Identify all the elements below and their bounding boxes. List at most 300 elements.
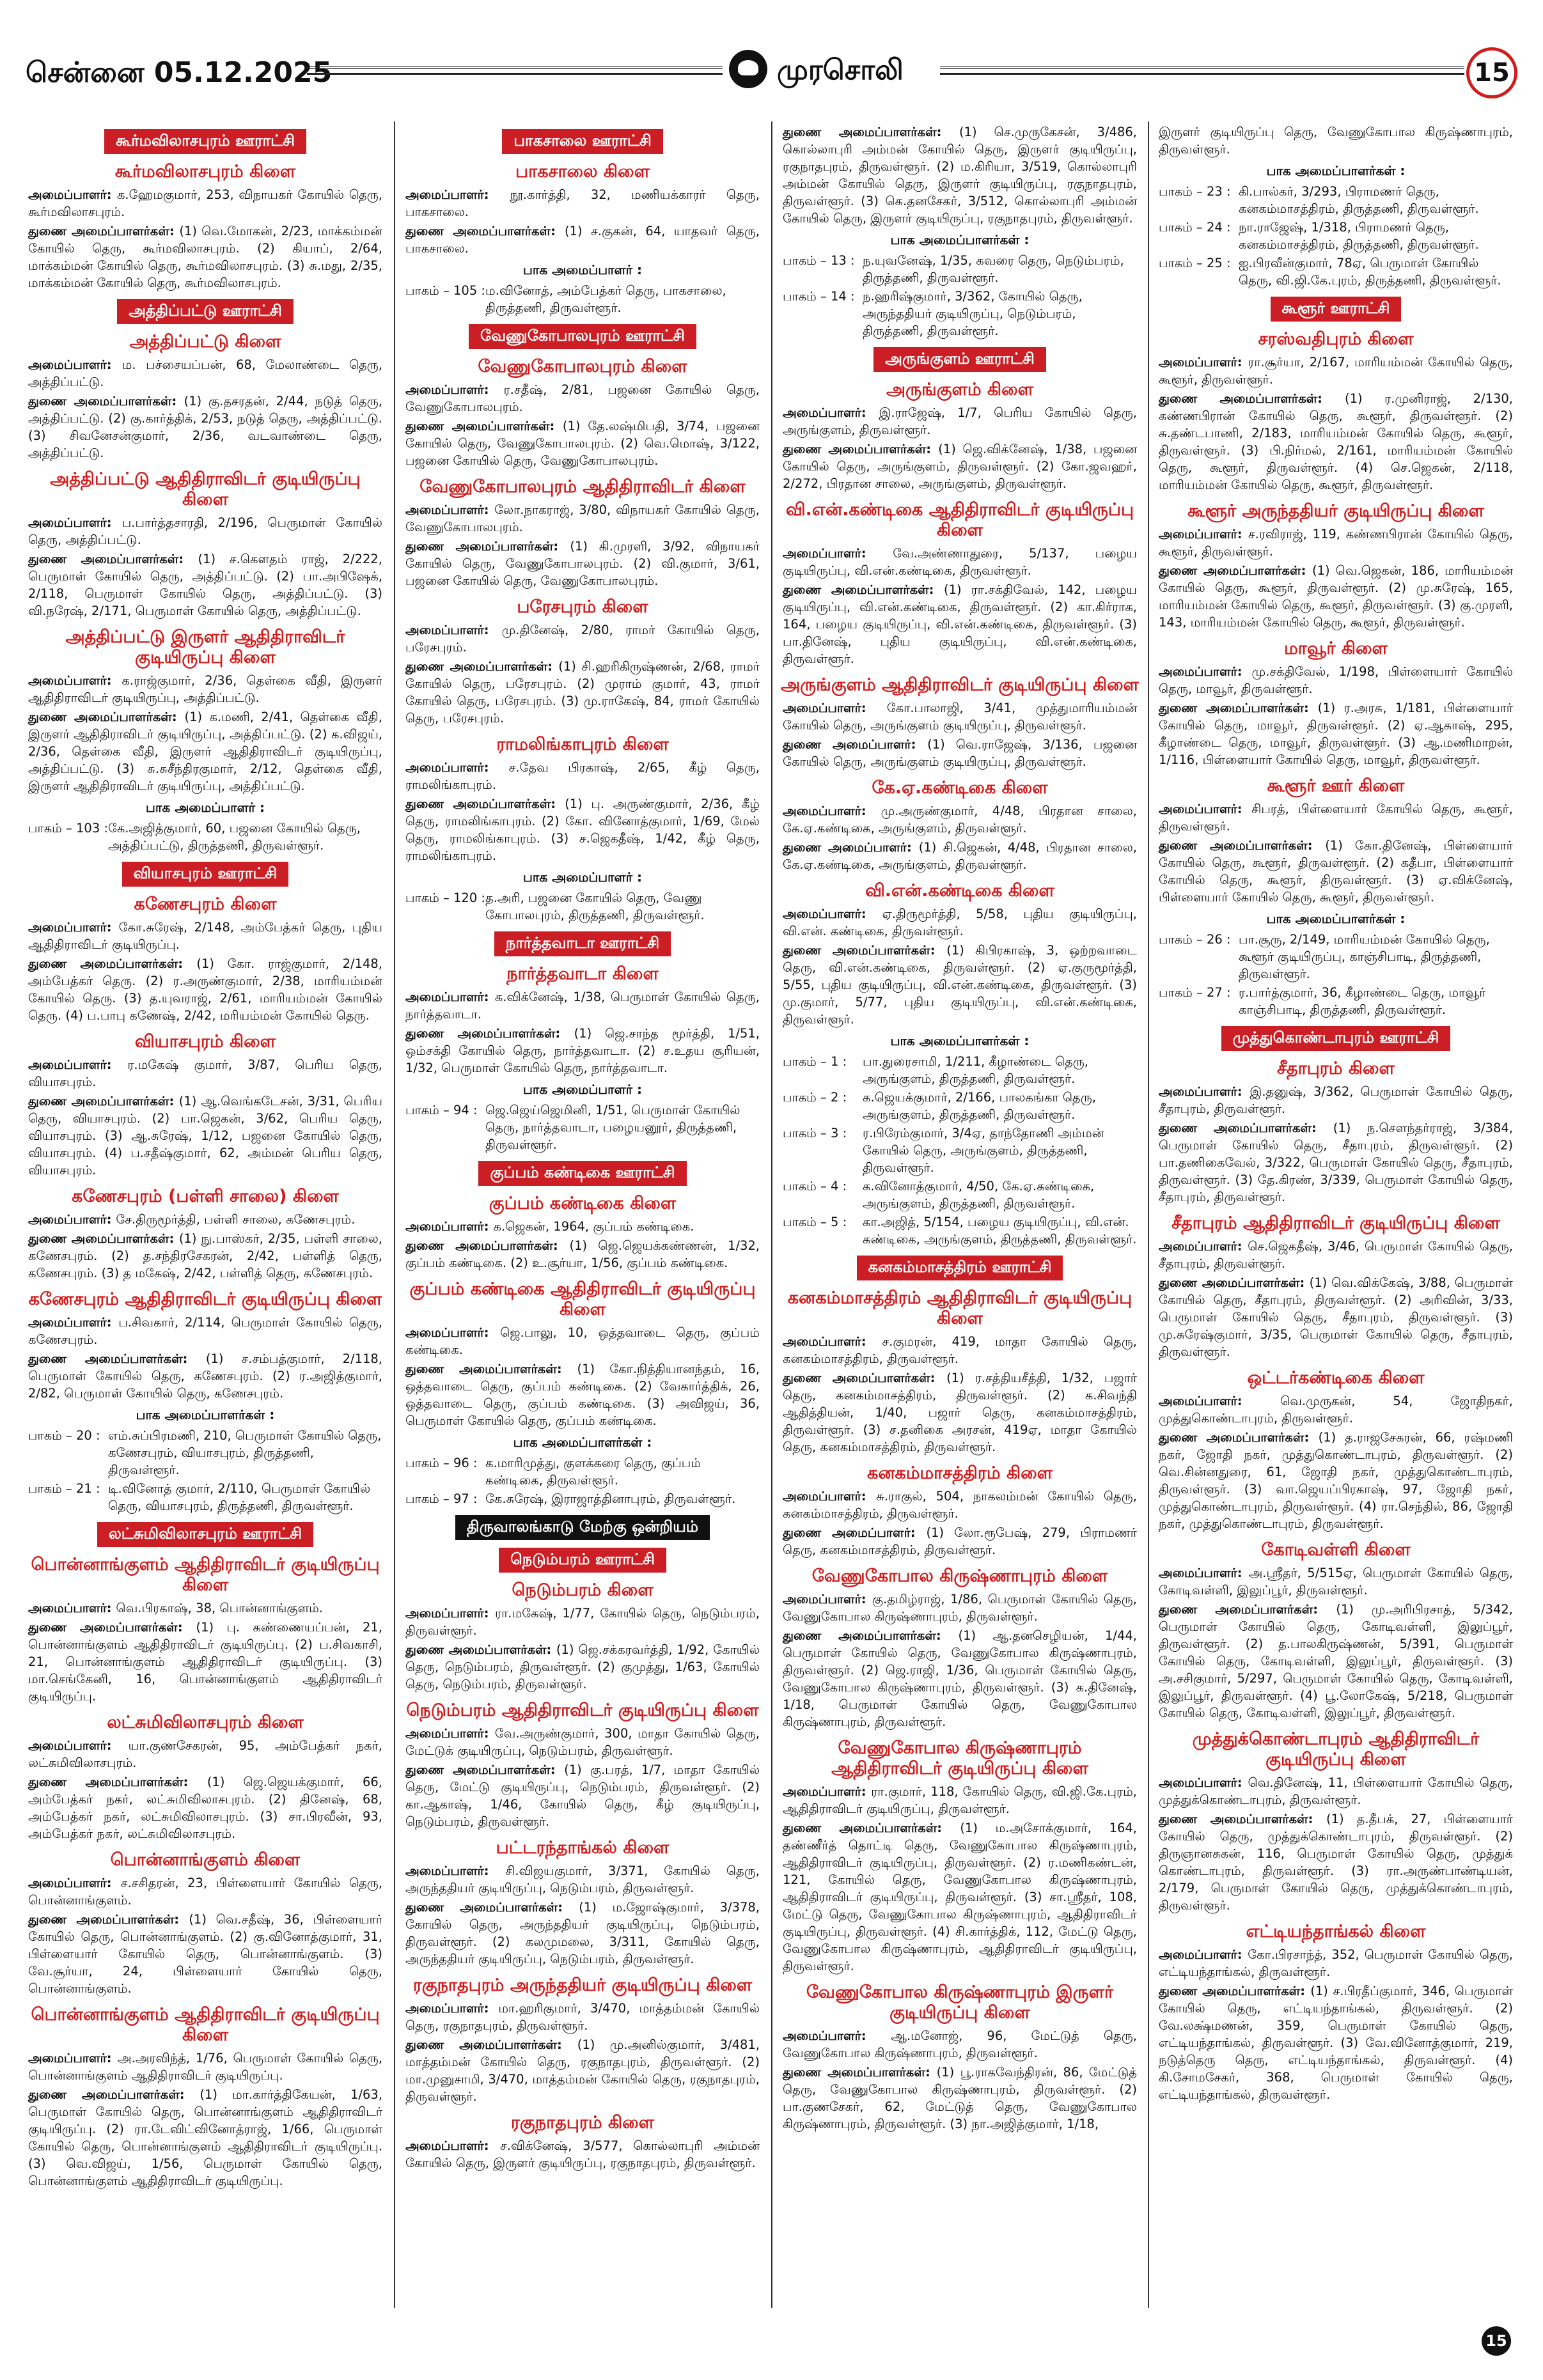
organiser-entry [405, 2000, 760, 2034]
role-label: துணை அமைப்பாளர்கள்: [1159, 1812, 1327, 1826]
ward-number: பாகம் – 94 : [405, 1103, 478, 1117]
role-label: அமைப்பாளர்: [28, 1601, 116, 1615]
role-label: துணை அமைப்பாளர்கள்: [405, 2037, 577, 2052]
role-label: துணை அமைப்பாளர்கள்: [405, 1642, 556, 1657]
role-label: அமைப்பாளர்: [783, 1592, 872, 1606]
organiser-entry [1159, 562, 1513, 631]
masthead [26, 45, 1517, 102]
branch-heading: பட்டரந்தாங்கல் கிளை [496, 1838, 670, 1858]
organiser-details: (1) ர.முனிராஜ், 2/130, கண்ணபிரான் கோயில் தெரு, கூளூர், திருவள்ளூர். (2) சு.தண்டபாணி, 2/183, மாரியம்மன் கோயில் தெரு, கூளூர், திருவள்ளூர். (3) பி.நிர்மல், 2/161, மாரியம்மன் கோயில் தெரு, கூளூர், திருவள்ளூர். (4) செ.ஜெகன், 2/118, மாரியம்மன் கோயில் தெரு, கூளூர், திருவள்ளூர். [1159, 391, 1513, 492]
organiser-details: (1) கு.தசரதன், 2/44, நடுத் தெரு, அத்திப்பட்டு. (2) கு.கார்த்திக், 2/53, நடுத் தெரு, அத்திப்பட்டு. (3) சிவனேசன்குமார், 2/36, வடவாண்டை தெரு, அத்திப்பட்டு. [28, 394, 383, 460]
organiser-entry [28, 1056, 382, 1091]
branch-heading: ரகுநாதபுரம் அருந்ததியர் குடியிருப்பு கிளை [412, 1975, 753, 1995]
role-label: அமைப்பாளர்: [405, 2138, 500, 2153]
ward-organisers-heading: பாக அமைப்பாளர்கள் : [513, 1435, 652, 1450]
organiser-entry [783, 2027, 1137, 2062]
organiser-entry [783, 1524, 1137, 1559]
organiser-entry [783, 2064, 1137, 2133]
organiser-details: ர.மகேஷ் குமார், 3/87, பெரிய தெரு, வியாசபுரம். [28, 1057, 382, 1089]
organiser-entry [405, 2036, 760, 2105]
organiser-entry [783, 1333, 1137, 1367]
organiser-details: இருளர் குடியிருப்பு தெரு, வேணுகோபால கிருஷ்ணாபுரம், திருவள்ளூர். [1159, 125, 1513, 157]
column-divider [1148, 121, 1149, 2308]
organiser-details: (1) த.தீபக், 27, பிள்ளையார் கோயில் தெரு, முத்துக்கொண்டாபுரம், திருவள்ளூர். (2) திருஞானசுகன், 116, பெருமாள் கோயில் தெரு, முத்துக் கொண்டாபுரம், திருவள்ளூர். (3) ரா.அருண்பாண்டியன், 2/179, பெருமாள் கோயில் தெரு, முத்துக்கொண்டாபுரம், திருவள்ளூர். [1159, 1812, 1513, 1913]
organiser-details: சிபரத், பிள்ளையார் கோயில் தெரு, கூளூர், திருவள்ளூர். [1159, 802, 1513, 834]
role-label: துணை அமைப்பாளர்கள்: [28, 2087, 200, 2102]
organiser-details: ப.பார்த்தசாரதி, 2/196, பெருமாள் கோயில் தெரு, அத்திப்பட்டு. [28, 515, 382, 547]
branch-heading: கணேசபுரம் கிளை [134, 894, 277, 914]
branch-heading: குப்பம் கண்டிகை கிளை [489, 1194, 677, 1213]
branch-heading: வியாசபுரம் கிளை [134, 1032, 276, 1052]
organiser-details: (1) தே.லஷ்மிபதி, 3/74, பஜனை கோயில் தெரு, வேணுகோபாலபுரம். (2) வெ.மொஷ், 3/122, பஜனை கோயில் தெரு, வேணுகோபாலபுரம். [405, 419, 760, 468]
organiser-entry [783, 440, 1137, 492]
organiser-details: (1) மு.அரிபிரசாத், 5/342, பெருமாள் கோயில் தெரு, கோடிவள்ளி, இலுப்பூர், திருவள்ளூர். (2) த.பாலகிருஷ்ணன், 5/391, பெருமாள் கோயில் தெரு, கோடிவள்ளி, இலுப்பூர், திருவள்ளூர். (3) அ.சசிகுமார், 5/297, பெருமாள் கோயில் தெரு, கோடிவள்ளி, இலுப்பூர், திருவள்ளூர். (4) பூ.லோகேஷ், 5/218, பெருமாள் கோயில் தெரு, கோடிவள்ளி, இலுப்பூர், திருவள்ளூர். [1159, 1602, 1513, 1720]
organiser-entry [1159, 800, 1513, 835]
organiser-details: ர.சதீஷ், 2/81, பஜனை கோயில் தெரு, வேணுகோபாலபுரம். [405, 382, 760, 414]
ward-organiser-entry [783, 288, 1137, 339]
organiser-details: (1) வெ.ராஜேஷ், 3/136, பஜனை கோயில் தெரு, அருங்குளம் குடியிருப்பு, திருவள்ளூர். [783, 737, 1137, 769]
branch-heading: ராமலிங்காபுரம் கிளை [496, 735, 669, 754]
organiser-entry [783, 1369, 1137, 1456]
organiser-entry [1159, 354, 1513, 388]
role-label: துணை அமைப்பாளர்கள்: [28, 1620, 196, 1635]
ward-number: பாகம் – 1 : [783, 1054, 847, 1069]
ward-organiser-entry [405, 889, 760, 924]
branch-heading: கூர்மவிலாசபுரம் கிளை [114, 162, 296, 182]
organiser-details: (1) கு.பரத், 1/7, மாதா கோயில் தெரு, மேட்டு குடியிருப்பு, நெடும்பரம், திருவள்ளூர். (2) கா.ஆகாஷ், 1/46, கோயில் தெரு, கீழ் குடியிருப்பு, நெடும்பரம், திருவள்ளூர். [405, 1762, 760, 1829]
role-label: துணை அமைப்பாளர்கள்: [405, 1762, 565, 1777]
organiser-entry [28, 1773, 382, 1842]
organiser-entry [783, 736, 1137, 770]
branch-heading: லட்சுமிவிலாசபுரம் கிளை [107, 1713, 304, 1732]
organiser-entry [28, 2049, 382, 2084]
organiser-entry [1159, 525, 1513, 560]
organiser-details: (1) மா.கார்த்திகேயன், 1/63, பெருமாள் கோயில் தெரு, பொன்னாங்குளம் ஆதிதிராவிடர் குடியிருப்பு. (2) ரா.டேவிட்வினோத்ராஜ், 1/66, பெருமாள் கோயில் தெரு, பொன்னாங்குளம் ஆதிதிராவிடர் குடியிருப்பு. (3) வெ.விஜய், 1/56, பெருமாள் கோயில் தெரு, பொன்னாங்குளம் ஆதிதிராவிடர் குடியிருப்பு. [28, 2087, 382, 2188]
ward-organiser-entry [405, 282, 760, 316]
organiser-details: ஆ.மனோஜ், 96, மேட்டுத் தெரு, வேணுகோபால கிருஷ்ணாபுரம், திருவள்ளூர். [783, 2028, 1137, 2060]
organiser-details: (1) பூ.ராகவேந்திரன், 86, மேட்டுத் தெரு, வேணுகோபால கிருஷ்ணாபுரம், திருவள்ளூர். (2) பா.குணசேகர், 62, மேட்டுத் தெரு, வேணுகோபால கிருஷ்ணாபுரம், திருவள்ளூர். (3) நா.அஜித்குமார், 1/18, [783, 2065, 1137, 2131]
organiser-details: க.ஹேமகுமார், 253, விநாயகர் கோயில் தெரு, கூர்மவிலாசபுரம். [28, 187, 382, 219]
ward-organiser-details: ர.பிரேம்குமார், 3/4ஏ, தாந்தோணி அம்மன் கோயில் தெரு, அருங்குளம், திருத்தணி, திருவள்ளூர். [863, 1126, 1104, 1175]
role-label: அமைப்பாளர்: [1159, 1775, 1248, 1790]
ward-organiser-entry [1159, 219, 1513, 253]
role-label: அமைப்பாளர்: [28, 2051, 118, 2065]
role-label: துணை அமைப்பாளர்கள்: [405, 224, 565, 238]
organiser-entry [1159, 1774, 1513, 1808]
organiser-details: (1) த.ராஜசேகரன், 66, ரஷ்மணி நகர், ஜோதி நகர், முத்துகொண்டாபுரம், திருவள்ளூர். (2) வெ.சின்னதுரை, 61, ஜோதி நகர், முத்துகொண்டாபுரம், திருவள்ளூர். (3) வா.ஜெயப்பிரகாஷ், 97, ஜோதி நகர், முத்துகொண்டாபுரம், திருவள்ளூர். (4) ரா.செந்தில், 86, ஜோதி நகர், முத்துகொண்டாபுரம், திருவள்ளூர். [1159, 1430, 1513, 1531]
branch-heading: அத்திப்பட்டு கிளை [129, 332, 281, 352]
organiser-details: (1) வெ.ஜெகன், 186, மாரியம்மன் கோயில் தெரு, கூளூர், திருவள்ளூர். (2) மு.சுரேஷ், 165, மாரியம்மன் கோயில் தெரு, கூளூர், திருவள்ளூர். (3) கு.முரளி, 143, மாரியம்மன் கோயில் தெரு, கூளூர், திருவள்ளூர். [1159, 563, 1513, 630]
ward-organiser-details: ர.பார்த்குமார், 36, கீழாண்டை தெரு, மாவூர் காஞ்சிபாடி, திருத்தணி, திருவள்ளூர். [1239, 985, 1486, 1017]
role-label: துணை அமைப்பாளர்கள்: [405, 1026, 574, 1041]
organiser-details: (1) பு. அருண்குமார், 2/36, கீழ் தெரு, ராமலிங்காபுரம். (2) கோ. வினோத்குமார், 1/69, மேல் தெரு, ராமலிங்காபுரம். (3) ச.ஜெகதீஷ், 1/42, கீழ் தெரு, ராமலிங்காபுரம். [405, 797, 760, 863]
role-label: துணை அமைப்பாளர்கள்: [28, 1775, 207, 1789]
role-label: அமைப்பாளர்: [1159, 1239, 1248, 1254]
organiser-entry [28, 222, 382, 292]
organiser-details: சி.விஜயகுமார், 3/371, கோயில் தெரு, அருந்ததியர் குடியிருப்பு, நெடும்பரம், திருவள்ளூர். [405, 1863, 760, 1895]
organiser-entry [405, 2137, 760, 2172]
organiser-entry [1159, 1601, 1513, 1722]
organiser-entry [1159, 1982, 1513, 2103]
role-label: அமைப்பாளர்: [405, 1863, 506, 1878]
role-label: அமைப்பாளர்: [1159, 1566, 1249, 1580]
branch-heading: சரஸ்வதிபுரம் கிளை [1258, 329, 1414, 349]
organiser-details: (1) சி.ஜெகன், 4/48, பிரதான சாலை, கே.ஏ.கண்டிகை, அருங்குளம், திருவள்ளூர். [783, 840, 1137, 872]
ward-number: பாகம் – 21 : [28, 1481, 100, 1496]
branch-heading: கணேசபுரம் ஆதிதிராவிடர் குடியிருப்பு கிளை [28, 1289, 382, 1309]
role-label: அமைப்பாளர்: [783, 906, 882, 921]
branch-heading: வேணுகோபால கிருஷ்ணாபுரம் கிளை [811, 1566, 1108, 1586]
organiser-details: ம. பச்சையப்பன், 68, மேலாண்டை தெரு, அத்திப்பட்டு. [28, 357, 382, 389]
organiser-entry [1159, 1429, 1513, 1532]
organiser-entry [28, 1314, 382, 1348]
role-label: அமைப்பாளர்: [28, 187, 117, 202]
organiser-entry [28, 672, 382, 706]
role-label: துணை அமைப்பாளர்கள்: [783, 582, 944, 597]
organiser-details: கோ.பாலாஜி, 3/41, முத்துமாரியம்மன் கோயில் தெரு, அருங்குளம் குடியிருப்பு, திருவள்ளூர். [783, 701, 1137, 733]
organiser-details: (1) ஆ.தனசெழியன், 1/44, பெருமாள் கோயில் தெரு, வேணுகோபால கிருஷ்ணாபுரம், திருவள்ளூர். (2) ஜெ.ராஜி, 1/36, பெருமாள் கோயில் தெரு, வேணுகோபால கிருஷ்ணாபுரம், திருவள்ளூர். (3) க.தினேஷ், 1/18, பெருமாள் கோயில் தெரு, வேணுகோபால கிருஷ்ணாபுரம், திருவள்ளூர். [783, 1628, 1137, 1729]
organiser-entry [28, 1350, 382, 1402]
organiser-entry [783, 699, 1137, 734]
organiser-details: (1) ச.சம்பத்குமார், 2/118, பெருமாள் கோயில் தெரு, கணேசபுரம். (2) ர.அஜித்குமார், 2/82, பெருமாள் கோயில் தெரு, கணேசபுரம். [28, 1351, 382, 1401]
ward-organiser-entry [405, 1490, 760, 1507]
ward-number: பாகம் – 4 : [783, 1179, 847, 1194]
organiser-entry [1159, 1238, 1513, 1272]
role-label: அமைப்பாளர்: [28, 1057, 128, 1072]
column-divider [771, 121, 772, 2308]
ward-organiser-details: க.வினோத்குமார், 4/50, கே.ஏ.கண்டிகை, அருங்குளம், திருத்தணி, திருவள்ளூர். [863, 1179, 1095, 1211]
ward-number: பாகம் – 26 : [1159, 932, 1231, 947]
organiser-entry [405, 222, 760, 257]
edition-date: சென்னை 05.12.2025 [26, 56, 333, 89]
organiser-details: வெ.முருகன், 54, ஜோதிநகர், முத்துகொண்டாபுரம், திருவள்ளூர். [1159, 1394, 1513, 1426]
organiser-details: (1) நு.பாஸ்கர், 2/35, பள்ளி சாலை, கணேசபுரம். (2) த.சந்திரசேகரன், 2/42, பள்ளித் தெரு, கணேசபுரம். (3) த மகேஷ், 2/42, பள்ளித் தெரு, கணேசபுரம். [28, 1231, 382, 1280]
role-label: அமைப்பாளர்: [783, 405, 879, 420]
organiser-entry [1159, 1392, 1513, 1427]
organiser-details: ச.விக்னேஷ், 3/577, கொல்லாபுரி அம்மன் கோயில் தெரு, இருளர் குடியிருப்பு, ரகுநாதபுரம், திருவள்ளூர். [405, 2138, 760, 2170]
organiser-entry [405, 538, 760, 589]
role-label: துணை அமைப்பாளர்கள்: [28, 394, 184, 408]
column-3 [780, 121, 1140, 2308]
organiser-entry [783, 1819, 1137, 1975]
footer-page-number: 15 [1482, 2326, 1511, 2356]
role-label: அமைப்பாளர்: [405, 1219, 494, 1234]
branch-heading: கே.ஏ.கண்டிகை கிளை [872, 778, 1048, 798]
organiser-entry [405, 988, 760, 1023]
organiser-entry [28, 919, 382, 953]
organiser-entry [405, 501, 760, 536]
organiser-details: செ.ஜெகதீஷ், 3/46, பெருமாள் கோயில் தெரு, சீதாபுரம், திருவள்ளூர். [1159, 1239, 1513, 1271]
organiser-details: யா.குணசேகரன், 95, அம்பேத்கர் நகர், லட்சுமிவிலாசபுரம். [28, 1738, 382, 1770]
organiser-details: ப.சிவகார், 2/114, பெருமாள் கோயில் தெரு, கணேசபுரம். [28, 1315, 382, 1347]
newspaper-name: முரசொலி [777, 54, 904, 86]
ward-organiser-entry [783, 1053, 1137, 1087]
organiser-details: அ.ஸ்ரீதர், 5/515ஏ, பெருமாள் கோயில் தெரு, கோடிவள்ளி, இலுப்பூர், திருவள்ளூர். [1159, 1566, 1513, 1598]
organiser-details: மு.அருண்குமார், 4/48, பிரதான சாலை, கே.ஏ.கண்டிகை, அருங்குளம், திருவள்ளூர். [783, 804, 1137, 836]
role-label: அமைப்பாளர்: [783, 546, 893, 561]
organiser-entry [405, 1725, 760, 1759]
ward-organiser-entry [1159, 254, 1513, 289]
organiser-details: வெ.தினேஷ், 11, பிள்ளையார் கோயில் தெரு, முத்துக்கொண்டாபுரம், திருவள்ளூர். [1159, 1775, 1513, 1807]
ward-organiser-details: க.ஜெயக்குமார், 2/166, பாலகங்கா தெரு, அருங்குளம், திருத்தணி, திருவள்ளூர். [863, 1090, 1097, 1122]
organiser-details: (1) ம.ஜோஷ்குமார், 3/378, கோயில் தெரு, அருந்ததியர் குடியிருப்பு, நெடும்பரம், திருவள்ளூர். (2) கலமுமலை, 3/311, கோயில் தெரு, அருந்ததியர் குடியிருப்பு, நெடும்பரம், திருவள்ளூர். [405, 1900, 760, 1966]
organiser-details: (1) க.மணி, 2/41, தெள்கை வீதி, இருளர் ஆதிதிராவிடர் குடியிருப்பு, அத்திப்பட்டு. (2) க.விஜய், 2/36, தெள்கை வீதி, இருளர் ஆதிதிராவிடர் குடியிருப்பு, அத்திப்பட்டு. (3) சு.சுசீந்திரகுமார், 2/12, தெள்கை வீதி, இருளர் ஆதிதிராவிடர் குடியிருப்பு, அத்திப்பட்டு. [28, 710, 382, 793]
organiser-details: (1) பு. கண்ணையப்பன், 21, பொன்னாங்குளம் ஆதிதிராவிடர் குடியிருப்பு. (2) ப.சிவகாசி, 21, பொன்னாங்குளம் ஆதிதிராவிடர் குடியிருப்பு. (3) மா.செங்கேனி, 16, பொன்னாங்குளம் ஆதிதிராவிடர் குடியிருப்பு. [28, 1620, 383, 1704]
role-label: துணை அமைப்பாளர்கள்: [28, 710, 185, 724]
organiser-entry [783, 545, 1137, 579]
organiser-entry [405, 795, 760, 864]
role-label: துணை அமைப்பாளர்கள்: [783, 125, 959, 139]
organiser-details: இ.ராஜேஷ், 1/7, பெரிய கோயில் தெரு, அருங்குளம், திருவள்ளூர். [783, 405, 1137, 437]
role-label: துணை அமைப்பாளர்கள்: [1159, 391, 1345, 406]
organiser-entry [405, 621, 760, 656]
organiser-details: (1) கி.முரளி, 3/92, விநாயகர் கோயில் தெரு, வேணுகோபாலபுரம். (2) வி.குமார், 3/61, பஜனை கோயில் தெரு, வேணுகோபாலபுரம். [405, 539, 760, 588]
ward-number: பாகம் – 23 : [1159, 184, 1231, 199]
role-label: துணை அமைப்பாளர்கள்: [405, 1238, 570, 1253]
organiser-entry [405, 417, 760, 469]
ward-organiser-entry [1159, 931, 1513, 983]
role-label: அமைப்பாளர்: [1159, 1084, 1250, 1099]
organiser-details: க.விக்னேஷ், 1/38, பெருமாள் கோயில் தெரு, நார்த்தவாடா. [405, 990, 760, 1022]
organiser-details: ரா.சூர்யா, 2/167, மாரியம்மன் கோயில் தெரு, கூளூர், திருவள்ளூர். [1159, 355, 1513, 387]
organiser-entry [28, 1093, 382, 1179]
branch-heading: பரேசபுரம் கிளை [517, 597, 648, 617]
ward-organiser-details: க.மாரிமுத்து, குளக்கரை தெரு, குப்பம் கண்டிகை, திருவள்ளூர். [485, 1456, 701, 1488]
branch-heading: நார்த்தவாடா கிளை [506, 964, 659, 984]
organiser-details: (1) ந.சௌந்தர்ராஜ், 3/384, பெருமாள் கோயில் தெரு, சீதாபுரம், திருவள்ளூர். (2) பா.தணிகைவேல், 3/322, பெருமாள் கோயில் தெரு, சீதாபுரம், திருவள்ளூர். (3) தே.கிரண், 3/339, பெருமாள் கோயில் தெரு, சீதாபுரம், திருவள்ளூர். [1159, 1121, 1513, 1204]
ward-organiser-entry [405, 1454, 760, 1489]
role-label: துணை அமைப்பாளர்கள்: [405, 1362, 577, 1376]
branch-heading: வேணுகோபால கிருஷ்ணாபுரம் ஆதிதிராவிடர் குடியிருப்பு கிளை [831, 1738, 1088, 1778]
role-label: அமைப்பாளர்: [405, 990, 495, 1004]
organiser-details: (1) கோ.நித்தியானந்தம், 16, ஒத்தவாடை தெரு, குப்பம் கண்டிகை. (2) வேகார்த்திக், 26, ஒத்தவாடை தெரு, குப்பம் கண்டிகை. (3) அவிஜய், 36, பெருமாள் கோயில் தெரு, குப்பம் கண்டிகை. [405, 1362, 760, 1428]
branch-heading: வேணுகோபாலபுரம் கிளை [478, 357, 687, 377]
organiser-details: சே.திருமூர்த்தி, பள்ளி சாலை, கணேசபுரம். [116, 1212, 356, 1227]
organiser-details: (1) வெ.மோகன், 2/23, மாக்கம்மன் கோயில் தெரு, கூர்மவிலாசபுரம். (2) கியாப், 2/64, மாக்கம்மன் கோயில் தெரு, கூர்மவிலாசபுரம். (3) சு.மது, 2/35, மாக்கம்மன் கோயில் தெரு, கூர்மவிலாசபுரம். [28, 224, 382, 290]
organiser-entry [783, 1783, 1137, 1817]
organiser-entry [1159, 837, 1513, 906]
organiser-entry [405, 759, 760, 793]
role-label: துணை அமைப்பாளர்கள்: [783, 943, 947, 958]
role-label: அமைப்பாளர்: [28, 1738, 129, 1753]
branch-heading: மாவூர் கிளை [1284, 639, 1388, 658]
role-label: அமைப்பாளர்: [1159, 1947, 1248, 1962]
organiser-details: ரா.குமார், 118, கோயில் தெரு, வி.ஜி.கே.புரம், ஆதிதிராவிடர் குடியிருப்பு, திருவள்ளூர். [783, 1784, 1137, 1816]
role-label: துணை அமைப்பாளர்கள்: [405, 1900, 579, 1915]
ward-organiser-details: பா.சூரு, 2/149, மாரியம்மன் கோயில் தெரு, கூளூர் குடியிருப்பு, காஞ்சிபாடி, திருத்தணி, திருவள்ளூர். [1239, 932, 1490, 981]
organiser-details: (1) ஜெ.சாந்த மூர்த்தி, 1/51, ஒம்சக்தி கோயில் தெரு, நார்த்தவாடா. (2) ச.உதய சூரியன், 1/32, பெருமாள் கோயில் தெரு, நார்த்தவாடா. [405, 1026, 760, 1075]
branch-heading: பொன்னாங்குளம் ஆதிதிராவிடர் குடியிருப்பு கிளை [31, 2005, 380, 2045]
role-label: துணை அமைப்பாளர்கள்: [405, 797, 565, 811]
ward-number: பாகம் – 3 : [783, 1126, 847, 1140]
organiser-entry [28, 1230, 382, 1282]
role-label: அமைப்பாளர்: [405, 760, 509, 775]
organiser-entry [405, 1641, 760, 1693]
ward-number: பாகம் – 97 : [405, 1491, 478, 1506]
organiser-entry [1159, 1564, 1513, 1599]
branch-heading: முத்துக்கொண்டாபுரம் ஆதிதிராவிடர் குடியிருப்பு கிளை [1192, 1729, 1480, 1769]
branch-heading: பொன்னாங்குளம் கிளை [110, 1850, 301, 1870]
panchayat-heading: கனகம்மாசத்திரம் ஊராட்சி [857, 1256, 1063, 1280]
branch-heading: ரகுநாதபுரம் கிளை [510, 2113, 654, 2133]
role-label: துணை அமைப்பாளர்கள்: [1159, 1275, 1310, 1290]
organiser-details: மா.ஹரிகுமார், 3/470, மாத்தம்மன் கோயில் தெரு, ரகுநாதபுரம், திருவள்ளூர். [405, 2001, 760, 2033]
ward-organiser-entry [783, 1213, 1137, 1248]
organiser-details: (1) ஜெ.விக்னேஷ், 1/38, பஜனை கோயில் தெரு, அருங்குளம், திருவள்ளூர். (2) கோ.ஜவஹர், 2/272, பிரதான சாலை, அருங்குளம், திருவள்ளூர். [783, 442, 1137, 491]
ward-organiser-details: எம்.சுப்பிரமணி, 210, பெருமாள் கோயில் தெரு, கணேசபுரம், வியாசபுரம், திருத்தணி, திருவள்ளூர். [108, 1428, 382, 1477]
organiser-entry [1159, 1946, 1513, 1980]
ward-organiser-details: ம.வினோத், அம்பேத்கர் தெரு, பாகசாலை, திருத்தணி, திருவள்ளூர். [485, 283, 726, 315]
organiser-entry [405, 1862, 760, 1897]
role-label: துணை அமைப்பாளர்கள்: [1159, 838, 1326, 853]
organiser-details: சு.ராகுல், 504, நாகலம்மன் கோயில் தெரு, கனகம்மாசத்திரம், திருவள்ளூர். [783, 1489, 1137, 1521]
role-label: துணை அமைப்பாளர்: [783, 1525, 927, 1540]
organiser-details: வே.அருண்குமார், 300, மாதா கோயில் தெரு, மேட்டுக் குடியிருப்பு, நெடும்பரம், திருவள்ளூர். [405, 1726, 760, 1758]
branch-heading: ஒட்டர்கண்டிகை கிளை [1247, 1368, 1425, 1388]
columns-area [26, 121, 1516, 2308]
ward-number: பாகம் – 96 : [405, 1456, 478, 1470]
ward-organiser-details: கே.அஜித்குமார், 60, பஜனை கோயில் தெரு, அத்திப்பட்டு, திருத்தணி, திருவள்ளூர். [108, 821, 361, 853]
panchayat-heading: கூளூர் ஊராட்சி [1271, 297, 1402, 322]
ward-organisers-heading: பாக அமைப்பாளர்கள் : [890, 232, 1030, 247]
role-label: துணை அமைப்பாளர்கள்: [1159, 1602, 1336, 1617]
role-label: துணை அமைப்பாளர்: [783, 840, 919, 855]
role-label: துணை அமைப்பாளர்கள்: [28, 956, 197, 971]
organiser-entry [783, 839, 1137, 873]
role-label: துணை அமைப்பாளர்கள்: [783, 1628, 959, 1643]
ward-organisers-heading: பாக அமைப்பாளர் : [522, 1082, 642, 1097]
organiser-entry [28, 955, 382, 1024]
organiser-entry [783, 942, 1137, 1028]
role-label: அமைப்பாளர்: [28, 1212, 116, 1227]
branch-heading: அருங்குளம் ஆதிதிராவிடர் குடியிருப்பு கிளை [781, 675, 1139, 695]
role-label: அமைப்பாளர்: [405, 1606, 496, 1621]
organiser-entry [28, 2086, 382, 2189]
role-label: துணை அமைப்பாளர்கள்: [1159, 1121, 1333, 1135]
role-label: துணை அமைப்பாளர்கள்: [1159, 1984, 1311, 1998]
organiser-entry [1159, 1274, 1513, 1360]
organiser-entry [1159, 663, 1513, 697]
ward-organiser-entry [28, 820, 382, 854]
role-label: அமைப்பாளர்: [28, 357, 122, 372]
organiser-details: வே.அண்ணாதுரை, 5/137, பழைய குடியிருப்பு, வி.என்.கண்டிகை, திருவள்ளூர். [783, 546, 1137, 578]
role-label: துணை அமைப்பாளர்கள்: [28, 1231, 179, 1246]
organiser-details: (1) ச.பிரதீப்குமார், 346, பெருமாள் கோயில் தெரு, எட்டியந்தாங்கல், திருவள்ளூர். (2) வே.லக்ஷ்மணன், 359, பெருமாள் கோயில் தெரு, எட்டியந்தாங்கல், திருவள்ளூர். (3) வே.வினோத்குமார், 219, நடுத்தெரு தெரு, எட்டியந்தாங்கல், திருவள்ளூர். (4) கி.சோமசேகர், 368, பெருமாள் கோயில் தெரு, எட்டியந்தாங்கல், திருவள்ளூர். [1159, 1984, 1514, 2102]
role-label: துணை அமைப்பாளர்: [783, 737, 928, 752]
organiser-entry [28, 1619, 382, 1705]
column-4 [1156, 121, 1516, 2308]
panchayat-heading: அத்திப்பட்டு ஊராட்சி [117, 299, 294, 324]
ward-organiser-details: ந.யுவனேஷ், 1/35, கவரை தெரு, நெடும்பரம், திருத்தணி, திருவள்ளூர். [863, 253, 1124, 285]
organiser-entry [28, 550, 382, 619]
ward-organiser-details: நா.ராஜேஷ், 1/318, பிராமணர் தெரு, கனகம்மாசத்திரம், திருத்தணி, திருவள்ளூர். [1239, 220, 1479, 252]
organiser-entry [783, 1627, 1137, 1731]
role-label: அமைப்பாளர்: [405, 187, 510, 202]
column-divider [394, 121, 395, 2308]
organiser-details: மு.சக்திவேல், 1/198, பிள்ளையார் கோயில் தெரு, மாவூர், திருவள்ளூர். [1159, 664, 1513, 696]
organiser-details: (1) ஜெ.சக்கரவர்த்தி, 1/92, கோயில் தெரு, நெடும்பரம், திருவள்ளூர். (2) குமுத்து, 1/63, கோயில் தெரு, நெடும்பரம், திருவள்ளூர். [405, 1642, 760, 1692]
role-label: அமைப்பாளர்: [783, 2028, 891, 2043]
organiser-details: (1) கிபிரகாஷ், 3, ஒற்றவாடை தெரு, வி.என்.கண்டிகை, திருவள்ளூர். (2) ஏ.குருமூர்த்தி, 5/55, புதிய குடியிருப்பு, வி.என்.கண்டிகை, திருவள்ளூர். (3) மு.குமார், 5/77, புதிய குடியிருப்பு, வி.என்.கண்டிகை, திருவள்ளூர். [783, 943, 1137, 1027]
branch-heading: கூளூர் ஊர் கிளை [1267, 776, 1405, 796]
branch-heading: பாகசாலை கிளை [515, 162, 650, 182]
ward-organiser-entry [28, 1427, 382, 1479]
organiser-entry [28, 356, 382, 391]
organiser-details: மு.தினேஷ், 2/80, ராமர் கோயில் தெரு, பரேசபுரம். [405, 623, 760, 655]
organiser-entry [783, 905, 1137, 940]
organiser-details: (1) ரா.சக்திவேல், 142, பழைய குடியிருப்பு, வி.என்.கண்டிகை, திருவள்ளூர். (2) கா.கிர்ராக, 164, பழைய குடியிருப்பு, வி.என்.கண்டிகை, திருவள்ளூர். (3) பா.தினேஷ், புதிய குடியிருப்பு, வி.என்.கண்டிகை, திருவள்ளூர். [783, 582, 1137, 666]
branch-heading: நெடும்பரம் கிளை [512, 1580, 654, 1600]
role-label: அமைப்பாளர்: [405, 1325, 501, 1340]
ward-organiser-entry [783, 1178, 1137, 1212]
role-label: துணை அமைப்பாளர்கள்: [28, 224, 180, 238]
organiser-details: க.ராஜ்குமார், 2/36, தெள்கை வீதி, இருளர் ஆதிதிராவிடர் குடியிருப்பு, அத்திப்பட்டு. [28, 673, 382, 705]
branch-heading: வேணுகோபாலபுரம் ஆதிதிராவிடர் கிளை [419, 477, 746, 497]
role-label: அமைப்பாளர்: [783, 1334, 882, 1349]
role-label: அமைப்பாளர்: [1159, 527, 1248, 541]
organiser-details: ஏ.திருமூர்த்தி, 5/58, புதிய குடியிருப்பு, வி.என். கண்டிகை, திருவள்ளூர். [783, 906, 1137, 938]
organiser-entry [783, 1591, 1137, 1625]
column-2 [403, 121, 762, 2308]
ward-number: பாகம் – 13 : [783, 253, 855, 268]
role-label: அமைப்பாளர்: [783, 1489, 877, 1504]
role-label: அமைப்பாளர்: [1159, 1394, 1281, 1408]
organiser-details: (1) ச.கௌதம் ராஜ், 2/222, பெருமாள் கோயில் தெரு, அத்திப்பட்டு. (2) பா.அபிஷேக், 2/118, பெருமாள் கோயில் தெரு, அத்திப்பட்டு. (3) வி.நரேஷ், 2/171, பெருமாள் கோயில் தெரு, அத்திப்பட்டு. [28, 552, 382, 618]
ward-number: பாகம் – 5 : [783, 1215, 847, 1229]
ward-number: பாகம் – 14 : [783, 289, 855, 304]
ward-number: பாகம் – 2 : [783, 1090, 847, 1105]
panchayat-heading: அருங்குளம் ஊராட்சி [873, 347, 1046, 372]
ward-number: பாகம் – 105 : [405, 283, 485, 298]
ward-organisers-heading: பாக அமைப்பாளர்கள் : [136, 1407, 275, 1422]
organiser-details: (1) கோ. ராஜ்குமார், 2/148, அம்பேத்கர் தெரு. (2) ர.அருண்குமார், 2/38, மாரியம்மன் கோயில் தெரு. (3) த.யுவராஜ், 2/61, மாரியம்மன் கோயில் தெரு. (4) ப.பாபு கணேஷ், 2/42, மரியம்மன் கோயில் தெரு. [28, 956, 382, 1023]
branch-heading: குப்பம் கண்டிகை ஆதிதிராவிடர் குடியிருப்பு கிளை [409, 1279, 756, 1319]
organiser-entry [405, 658, 760, 727]
organiser-details: கோ.பிரசாந்த், 352, பெருமாள் கோயில் தெரு, எட்டியந்தாங்கல், திருவள்ளூர். [1159, 1947, 1513, 1979]
ward-organiser-details: பா.துரைசாமி, 1/211, கீழாண்டை தெரு, அருங்குளம், திருத்தணி, திருவள்ளூர். [863, 1054, 1088, 1086]
organiser-entry [405, 186, 760, 221]
role-label: அமைப்பாளர்: [405, 1726, 495, 1741]
organiser-details: ஜெ.பாலு, 10, ஒத்தவாடை தெரு, குப்பம் கண்டிகை. [405, 1325, 760, 1357]
ward-organisers-heading: பாக அமைப்பாளர் : [522, 262, 642, 277]
organiser-entry [405, 1025, 760, 1077]
ward-organiser-entry [783, 1124, 1137, 1176]
ward-number: பாகம் – 103 : [28, 821, 108, 836]
role-label: துணை அமைப்பாளர்கள்: [28, 1912, 189, 1927]
role-label: துணை அமைப்பாளர்கள்: [405, 419, 563, 433]
organiser-entry [28, 1599, 382, 1617]
organiser-details: (1) சி.ஹரிகிருஷ்ணன், 2/68, ராமர் கோயில் தெரு, பரேசபுரம். (2) முராம் குமார், 43, ராமர் கோயில் தெரு, பரேசபுரம். (3) மு.ராகேஷ், 84, ராமர் கோயில் தெரு, பரேசபுரம். [405, 659, 760, 726]
organiser-entry [28, 514, 382, 548]
panchayat-heading: லட்சுமிவிலாசபுரம் ஊராட்சி [97, 1522, 313, 1547]
role-label: அமைப்பாளர்: [28, 1315, 119, 1330]
organiser-details: (1) மு.அனில்குமார், 3/481, மாத்தம்மன் கோயில் தெரு, ரகுநாதபுரம், திருவள்ளூர். (2) மா.முனுசாமி, 3/470, மாத்தம்மன் கோயில் தெரு, ரகுநாதபுரம், திருவள்ளூர். [405, 2037, 760, 2104]
union-banner: திருவாலங்காடு மேற்கு ஒன்றியம் [455, 1515, 710, 1540]
branch-heading: சீதாபுரம் கிளை [1277, 1059, 1395, 1078]
ward-organisers-heading: பாக அமைப்பாளர் : [145, 800, 265, 815]
organiser-details: லோ.நாகராஜ், 3/80, விநாயகர் கோயில் தெரு, வேணுகோபாலபுரம். [405, 502, 760, 534]
role-label: துணை அமைப்பாளர்கள்: [405, 659, 559, 674]
organiser-entry [1159, 1810, 1513, 1914]
organiser-details: க.ஜெகன், 1964, குப்பம் கண்டிகை. [493, 1219, 694, 1234]
panchayat-heading: குப்பம் கண்டிகை ஊராட்சி [478, 1161, 686, 1186]
organiser-details: (1) ர.அரசு, 1/181, பிள்ளையார் கோயில் தெரு, மாவூர், திருவள்ளூர். (2) ஏ.ஆகாஷ், 295, கீழாண்டை தெரு, மாவூர், திருவள்ளூர். (3) ஆ.மணிமாறன், 1/116, பிள்ளையார் கோயில் தெரு, மாவூர், திருவள்ளூர். [1159, 701, 1513, 767]
organiser-entry [28, 708, 382, 795]
branch-heading: கனகம்மாசத்திரம் ஆதிதிராவிடர் குடியிருப்பு கிளை [787, 1288, 1132, 1328]
organiser-details: அ.அரவிந்த், 1/76, பெருமாள் கோயில் தெரு, பொன்னாங்குளம் ஆதிதிராவிடர் குடியிருப்பு. [28, 2051, 382, 2083]
organiser-entry [405, 1899, 760, 1968]
branch-heading: பொன்னாங்குளம் ஆதிதிராவிடர் குடியிருப்பு கிளை [31, 1555, 380, 1595]
